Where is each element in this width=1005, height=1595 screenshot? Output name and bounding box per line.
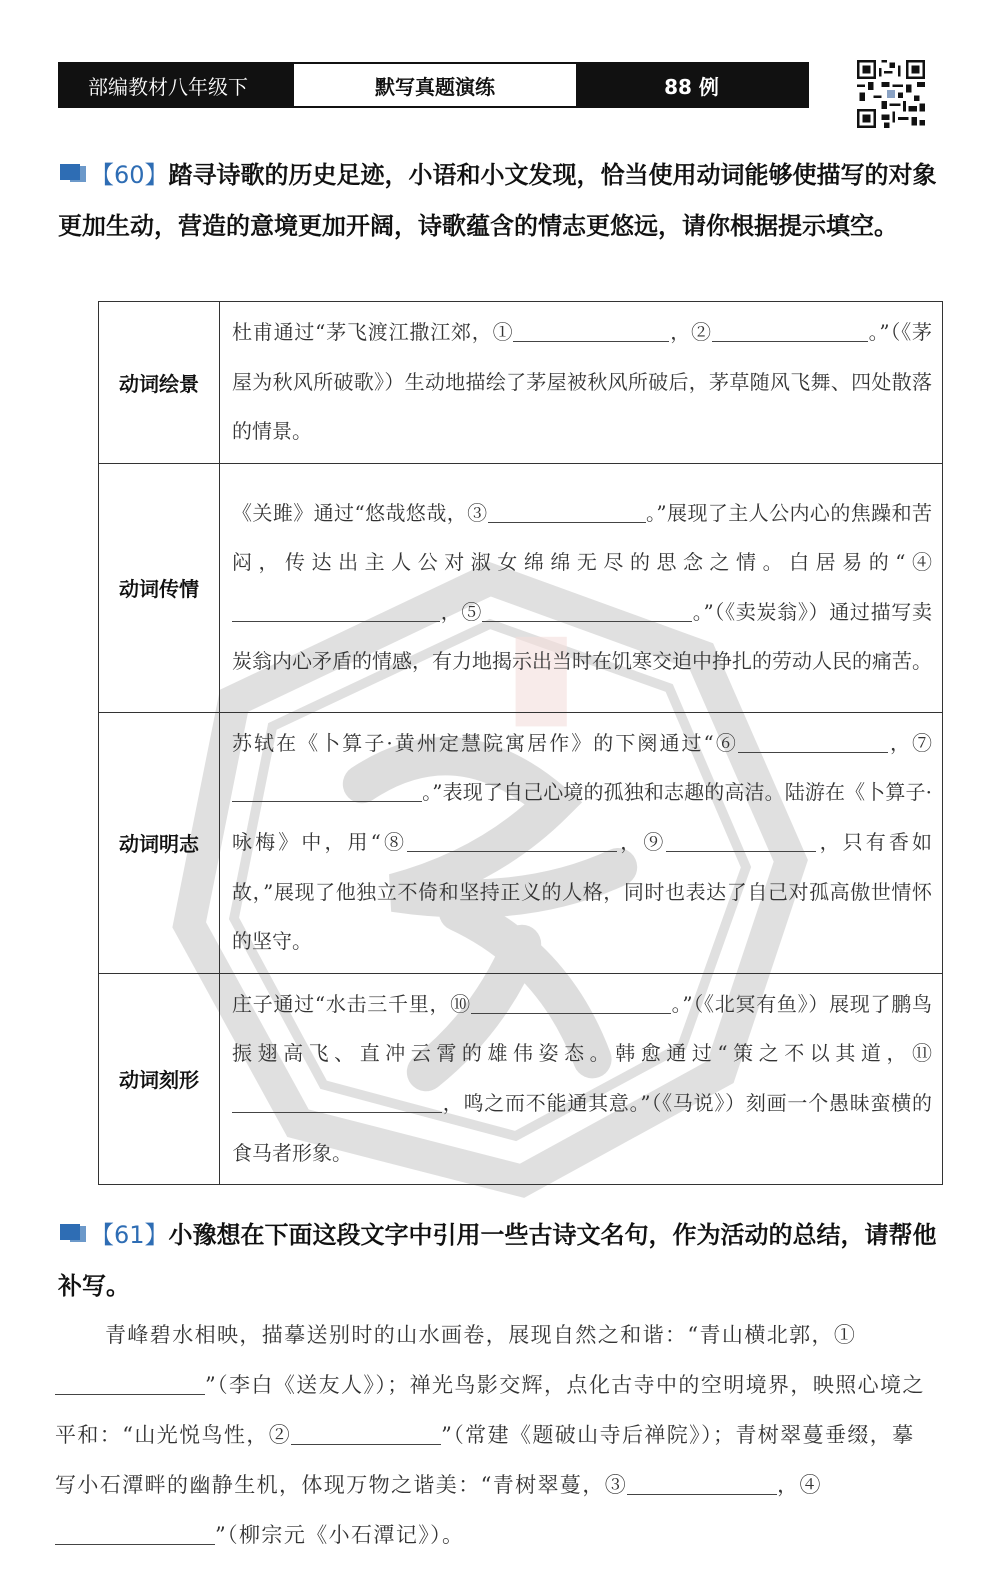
answer-blank[interactable] bbox=[232, 599, 440, 622]
answer-blank[interactable] bbox=[738, 730, 888, 753]
row-label: 动词刻形 bbox=[99, 973, 220, 1184]
series-label: 部编教材八年级下 bbox=[60, 64, 294, 106]
answer-blank[interactable] bbox=[627, 1472, 777, 1495]
answer-blank[interactable] bbox=[407, 829, 617, 852]
answer-blank[interactable] bbox=[55, 1372, 205, 1395]
answer-blank[interactable] bbox=[55, 1522, 215, 1545]
row-label: 动词传情 bbox=[99, 463, 220, 712]
answer-blank[interactable] bbox=[232, 779, 422, 802]
table-row bbox=[99, 302, 943, 464]
table-row bbox=[99, 463, 943, 712]
question-60-heading bbox=[58, 150, 938, 252]
row-text: 苏轼在《卜算子·黄州定慧院寓居作》的下阕通过“⑥ ，⑦。”表现了自己心境的孤独和志趣的高洁。陆游在《卜算子·咏梅》中，用“⑧ ，⑨ ，只有香如故，”展现了他独立不倚和坚持正义的人格，同时也表达了自己对孤高傲世情怀的坚守。 bbox=[220, 712, 943, 973]
row-text: 杜甫通过“茅飞渡江撒江郊，① ，② 。”（《茅屋为秋风所破歌》）生动地描绘了茅屋被秋风所破后，茅草随风飞舞、四处散落的情景。 bbox=[220, 302, 943, 464]
answer-blank[interactable] bbox=[471, 991, 671, 1014]
table-row bbox=[99, 712, 943, 973]
answer-blank[interactable] bbox=[666, 829, 816, 852]
table-row bbox=[99, 973, 943, 1184]
row-label: 动词明志 bbox=[99, 712, 220, 973]
question-61-heading bbox=[58, 1210, 938, 1312]
row-text: 《关雎》通过“悠哉悠哉，③ 。”展现了主人公内心的焦躁和苦闷，传达出主人公对淑女绵绵无尽的思念之情。白居易的“④，⑤ 。”（《卖炭翁》）通过描写卖炭翁内心矛盾的情感，有力地揭示出当时在饥寒交迫中挣扎的劳动人民的痛苦。 bbox=[220, 463, 943, 712]
answer-blank[interactable] bbox=[291, 1422, 441, 1445]
question-number: 【61】 bbox=[90, 1221, 169, 1249]
answer-blank[interactable] bbox=[482, 599, 692, 622]
question-61-paragraph: 青峰碧水相映，描摹送别时的山水画卷，展现自然之和谐：“青山横北郭，①”（李白《送友人》）；禅光鸟影交辉，点化古寺中的空明境界，映照心境之平和：“山光悦鸟性，② ”（常建《题破山寺后禅院》）；青树翠蔓垂缀，摹写小石潭畔的幽静生机，体现万物之谐美：“青树翠蔓，③ ，④”（柳宗元《小石潭记》）。 bbox=[55, 1323, 925, 1547]
bookmark-icon bbox=[58, 1222, 88, 1244]
row-label: 动词绘景 bbox=[99, 302, 220, 464]
answer-blank[interactable] bbox=[513, 319, 669, 342]
bookmark-icon bbox=[58, 162, 88, 184]
question-prompt: 踏寻诗歌的历史足迹，小语和小文发现，恰当使用动词能够使描写的对象更加生动，营造的意境更加开阔，诗歌蕴含的情志更悠远，请你根据提示填空。 bbox=[58, 161, 937, 240]
answer-blank[interactable] bbox=[232, 1090, 442, 1113]
question-number: 【60】 bbox=[90, 161, 169, 189]
answer-blank[interactable] bbox=[712, 319, 868, 342]
count-label: 88 例 bbox=[576, 64, 807, 106]
header-bar bbox=[58, 62, 809, 108]
question-prompt: 小豫想在下面这段文字中引用一些古诗文名句，作为活动的总结，请帮他补写。 bbox=[58, 1221, 937, 1300]
qr-code-icon bbox=[857, 60, 925, 128]
row-text: 庄子通过“水击三千里，⑩ 。”（《北冥有鱼》）展现了鹏鸟振翅高飞、直冲云霄的雄伟姿态。韩愈通过“策之不以其道，⑪，鸣之而不能通其意。”（《马说》）刻画一个愚昧蛮横的食马者形象。 bbox=[220, 973, 943, 1184]
topic-label: 默写真题演练 bbox=[294, 64, 576, 106]
answer-blank[interactable] bbox=[488, 500, 646, 523]
verb-fill-table bbox=[98, 301, 943, 1185]
